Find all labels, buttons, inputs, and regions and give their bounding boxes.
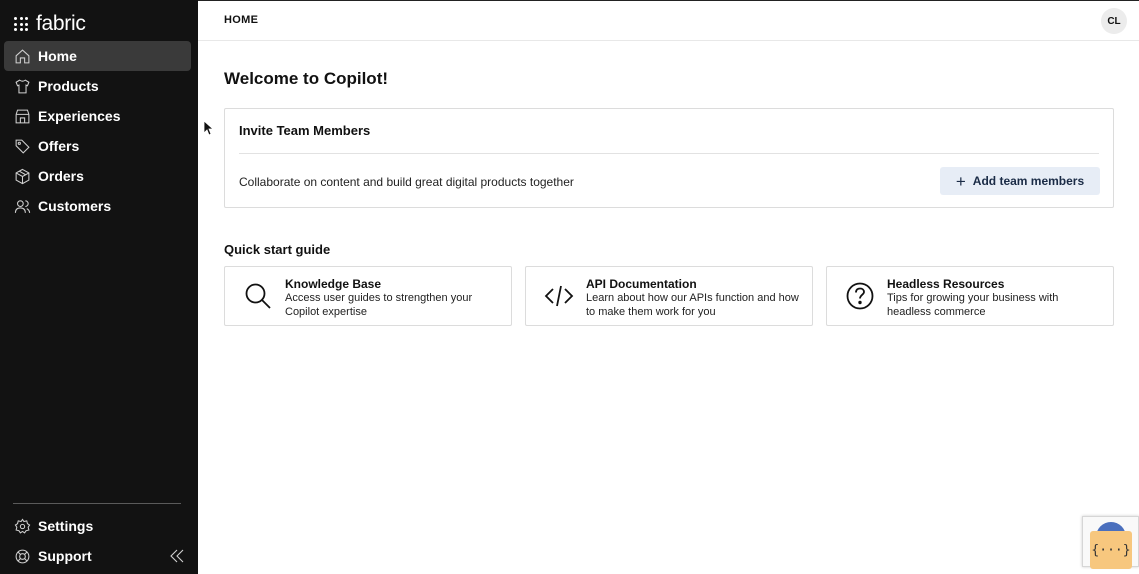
card-description: Tips for growing your business with headless commerce [887,292,1059,318]
breadcrumb[interactable]: HOME [224,14,259,26]
knowledge-base-card[interactable] [224,266,512,326]
question-circle-icon [845,281,875,311]
sidebar-item-support[interactable] [4,541,191,571]
collapse-sidebar-button[interactable] [168,547,188,567]
card-title: API Documentation [586,277,697,291]
quick-start-title: Quick start guide [224,242,331,257]
lifebuoy-icon [13,547,31,565]
quick-start-grid [224,266,1114,326]
sidebar-item-offers[interactable] [4,131,191,161]
storefront-icon [13,107,31,125]
plus-icon: + [955,171,966,191]
avatar[interactable]: CL [1101,8,1127,34]
code-icon [544,281,574,311]
sidebar-item-label: Experiences [38,108,121,124]
card-title: Headless Resources [887,277,1005,291]
tag-icon [13,137,31,155]
invite-card [224,108,1114,208]
brand-logo[interactable] [14,11,86,37]
sidebar-item-label: Customers [38,198,112,214]
sidebar-item-customers[interactable] [4,191,191,221]
sidebar-item-label: Orders [38,168,84,184]
sidebar-item-label: Support [38,548,92,564]
invite-divider [239,153,1099,154]
home-icon [13,47,31,65]
card-description: Access user guides to strengthen your Copilot expertise [285,292,473,318]
mouse-cursor-icon [203,120,213,136]
double-chevron-left-icon [168,552,186,569]
gear-icon [13,517,31,535]
tshirt-icon [13,77,31,95]
headless-resources-card[interactable] [826,266,1114,326]
card-title: Knowledge Base [285,277,382,291]
sidebar-item-label: Products [38,78,99,94]
sidebar-bottom-nav [4,511,191,571]
apps-grid-icon[interactable] [14,17,28,31]
sidebar-item-label: Settings [38,518,94,534]
top-bar [198,0,1139,41]
sidebar-nav [4,41,191,221]
add-team-members-button[interactable] [940,167,1100,195]
search-icon [243,281,273,311]
sidebar-item-home[interactable] [4,41,191,71]
sidebar-divider [13,503,181,504]
brand-name: fabric [36,12,86,35]
invite-description: Collaborate on content and build great digital products together [239,175,574,189]
sidebar-item-orders[interactable] [4,161,191,191]
add-team-members-label: Add team members [972,174,1085,188]
invite-title: Invite Team Members [239,123,371,138]
sidebar [0,0,198,574]
sidebar-item-products[interactable] [4,71,191,101]
api-documentation-card[interactable] [525,266,813,326]
dev-tools-button[interactable]: {···} [1090,531,1132,569]
card-description: Learn about how our APIs function and how to make them work for you [586,292,799,318]
sidebar-item-label: Home [38,48,77,64]
sidebar-item-experiences[interactable] [4,101,191,131]
box-icon [13,167,31,185]
sidebar-item-label: Offers [38,138,80,154]
page-title: Welcome to Copilot! [224,69,389,88]
users-icon [13,197,31,215]
sidebar-item-settings[interactable] [4,511,191,541]
